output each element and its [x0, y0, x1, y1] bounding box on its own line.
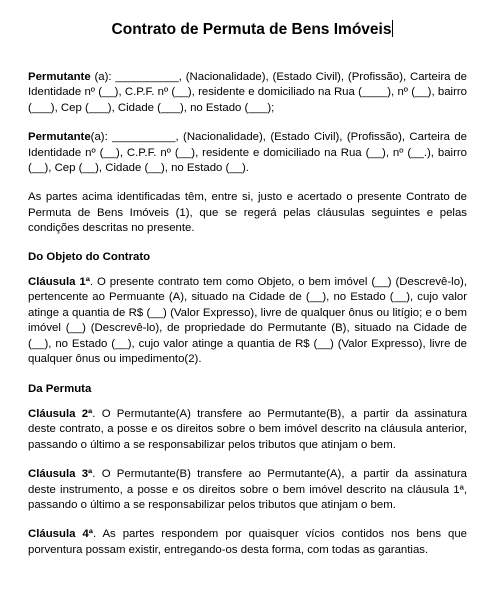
clause-2-paragraph: [28, 407, 467, 453]
section-heading-objeto: Do Objeto do Contrato: [28, 250, 151, 263]
clause-2-label: Cláusula 2ª: [28, 407, 93, 420]
intro-paragraph: As partes acima identificadas têm, entre si, justo e acertado o presente Contrato de Permuta de Bens Imóveis (1), que se regerá pelas cláusulas seguintes e pelas condições descritas no presente.: [28, 191, 467, 235]
section-heading-permuta: Da Permuta: [28, 382, 92, 395]
clause-3-text: . O Permutante(B) transfere ao Permutante(A), a partir da assinatura deste instrumento, a posse e os direitos sobre o bem imóvel descrito na cláusula 1ª, passando o último a se responsabilizar pelos tributos que atinjam o bem.: [28, 468, 467, 511]
clause-3-paragraph: [28, 467, 467, 513]
clause-4-text: . As partes respondem por quaisquer vícios contidos nos bens que porventura possam existir, entregando-os desta forma, com todas as garantias.: [28, 528, 467, 556]
party-1-label: Permutante: [28, 71, 91, 83]
text-cursor: [392, 20, 393, 37]
clause-1-paragraph: [28, 275, 467, 367]
title-block: [28, 20, 467, 40]
clause-2-text: . O Permutante(A) transfere ao Permutante(B), a partir da assinatura deste contrato, a posse e os direitos sobre o bem imóvel descrito na cláusula anterior, passando o último a se responsabilizar pelos tributos que atinjam o bem.: [28, 407, 467, 451]
clause-4-paragraph: [28, 527, 467, 558]
clause-3-label: Cláusula 3ª: [28, 468, 93, 481]
party-1-paragraph: [28, 70, 467, 116]
clause-4-label: Cláusula 4ª: [28, 528, 93, 541]
party-2-label: Permutante: [28, 131, 91, 144]
document-title: Contrato de Permuta de Bens Imóveis: [111, 21, 392, 38]
clause-1-label: Cláusula 1ª: [28, 276, 90, 289]
party-2-text: (a): __________, (Nacionalidade), (Estado Civil), (Profissão), Carteira de Identidade nº (__), C.P.F. nº (__), residente e domiciliado na Rua (__), nº (__.), bairro (__), Cep (__), Cidade (__), no Estado (__).: [28, 131, 467, 175]
party-2-paragraph: [28, 130, 467, 176]
clause-1-text: . O presente contrato tem como Objeto, o bem imóvel (__) (Descrevê-lo), pertencente ao Permuante (A), situado na Cidade de (__), no Estado (__), cujo valor atinge a quantia de R$ (__) (Valor Expresso), livre de qualquer ônus ou litígio; e o bem imóvel (__) (Descrevê-lo), de propriedade do Permutante (B), situado na Cidade de (__), no Estado (__), cujo valor atinge a quantia de R$ (__) (Valor Expresso), livre de qualquer ônus ou impedimento(2).: [28, 276, 467, 366]
party-1-text: (a): __________, (Nacionalidade), (Estado Civil), (Profissão), Carteira de Identidade nº (__), C.P.F. nº (__), residente e domiciliado na Rua (____), nº (__), bairro (___), Cep (___), Cidade (___), no Estado (___);: [28, 71, 467, 114]
